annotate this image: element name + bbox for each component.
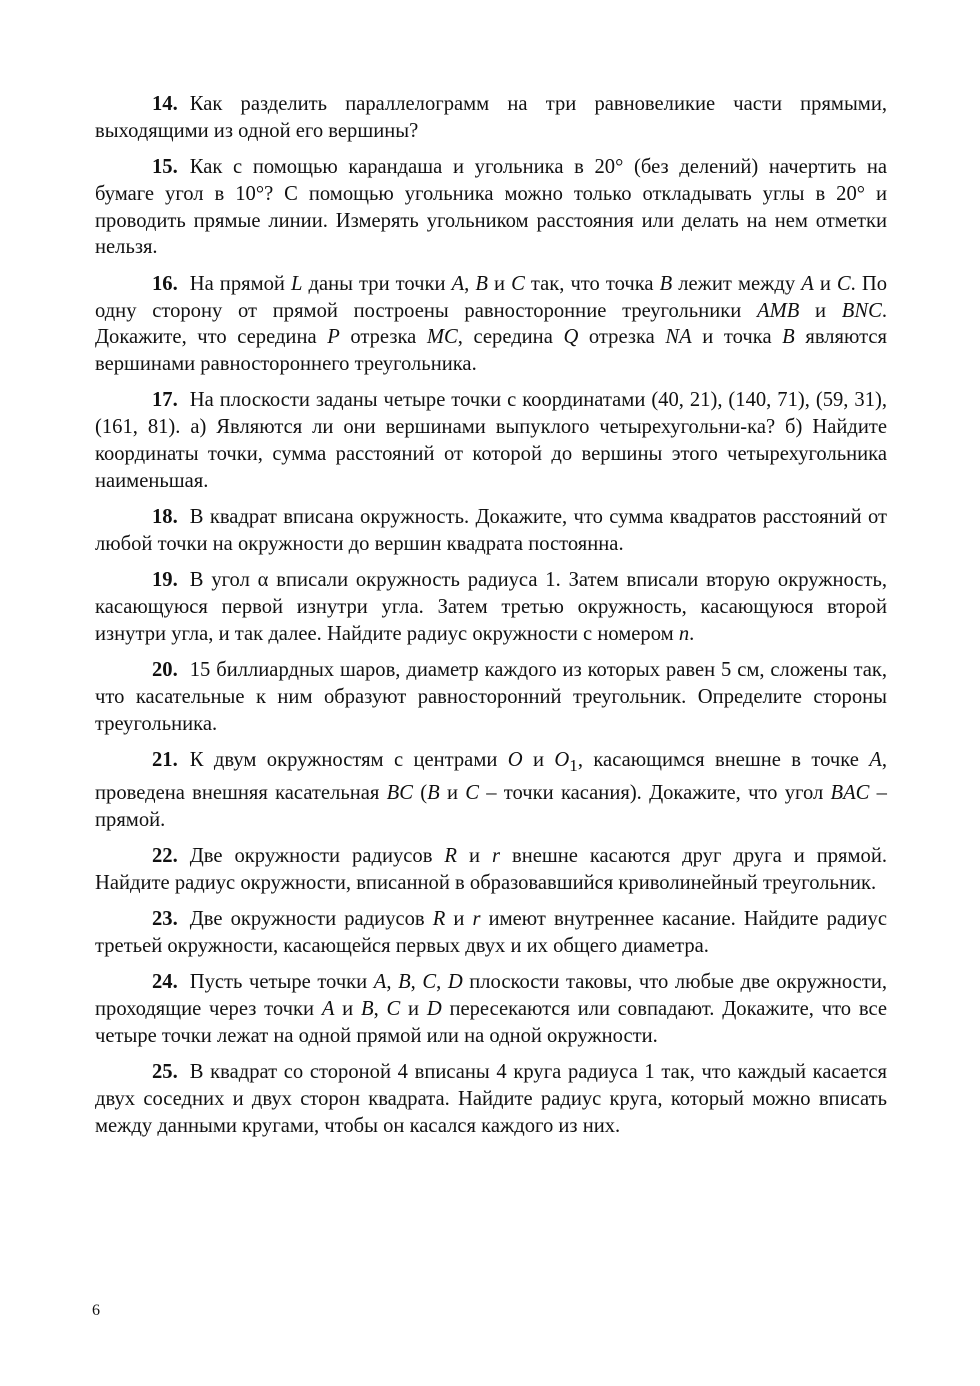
problem-number: 19. (152, 569, 178, 592)
page-number: 6 (92, 1302, 100, 1319)
problem-text: Две окружности радиусов R и r внешне касаются друг друга и прямой. Найдите радиус окружности, вписанной в образовавшийся криволинейный треугольник. (95, 845, 887, 894)
problem-number: 18. (152, 506, 178, 529)
problem-number: 15. (152, 156, 178, 179)
problem-14 (95, 91, 887, 145)
problem-number: 20. (152, 659, 178, 682)
problem-text: Две окружности радиусов R и r имеют внутреннее касание. Найдите радиус третьей окружности, касающейся первых двух и их общего диаметра. (95, 908, 887, 957)
problem-15 (95, 154, 887, 261)
problem-21 (95, 747, 887, 834)
problem-18 (95, 504, 887, 558)
problem-17 (95, 387, 887, 494)
problem-20 (95, 657, 887, 737)
problem-text: Пусть четыре точки A, B, C, D плоскости таковы, что любые две окружности, проходящие через точки A и B, C и D пересекаются или совпадают. Докажите, что все четыре точки лежат на одной прямой или на одной окружности. (95, 971, 887, 1047)
problem-number: 14. (152, 93, 178, 115)
problem-text: Как разделить параллелограмм на три равновеликие части прямыми, выходящими из одной его вершины? (95, 93, 887, 142)
problem-text: 15 биллиардных шаров, диаметр каждого из которых равен 5 см, сложены так, что касательные к ним образуют равносторонний треугольник. Определите стороны треугольника. (95, 659, 887, 735)
problem-16 (95, 271, 887, 378)
problem-23 (95, 906, 887, 960)
problem-text: Как с помощью карандаша и угольника в 20° (без делений) начертить на бумаге угол в 10°? С помощью угольника можно только откладывать углы в 20° и проводить прямые линии. Измерять угольником расстояния или делать на нем отметки нельзя. (95, 156, 887, 259)
problem-25 (95, 1059, 887, 1139)
problem-text: На плоскости заданы четыре точки с координатами (40, 21), (140, 71), (59, 31), (161, 81). а) Являются ли они вершинами выпуклого четырехугольни-ка? б) Найдите координаты точки, сумма расстояний от которой до вершины этого четырехугольника наименьшая. (95, 389, 887, 492)
problem-22 (95, 843, 887, 897)
problem-24 (95, 969, 887, 1049)
problem-number: 16. (152, 272, 178, 295)
problem-19 (95, 567, 887, 647)
problem-number: 23. (152, 908, 178, 931)
problem-text: На прямой L даны три точки A, B и C так, что точка B лежит между A и C. По одну сторону от прямой построены равносторонние треугольники AMB и BNC. Докажите, что середина P отрезка MC, середина Q отрезка NA и точка B являются вершинами равностороннего треугольника. (95, 272, 888, 376)
problem-number: 24. (152, 971, 178, 994)
problem-list (95, 91, 887, 1149)
problem-number: 25. (152, 1061, 178, 1084)
problem-text: В квадрат вписана окружность. Докажите, что сумма квадратов расстояний от любой точки на окружности до вершин квадрата постоянна. (95, 506, 887, 555)
problem-number: 17. (152, 389, 178, 412)
problem-text: К двум окружностям с центрами O и $O_1$, касающимся внешне в точке A, проведена внешняя касательная BC (B и C – точки касания). Докажите, что угол BAC – прямой. (95, 749, 887, 831)
problem-text: В угол α вписали окружность радиуса 1. Затем вписали вторую окружность, касающуюся первой изнутри угла. Затем третью окружность, касающуюся второй изнутри угла, и так далее. Найдите радиус окружности с номером n. (95, 569, 887, 645)
problem-number: 22. (152, 845, 178, 868)
problem-number: 21. (152, 749, 178, 772)
problem-text: В квадрат со стороной 4 вписаны 4 круга радиуса 1 так, что каждый касается двух соседних и двух сторон квадрата. Найдите радиус круга, который можно вписать между данными кругами, чтобы он касался каждого из них. (95, 1061, 887, 1137)
